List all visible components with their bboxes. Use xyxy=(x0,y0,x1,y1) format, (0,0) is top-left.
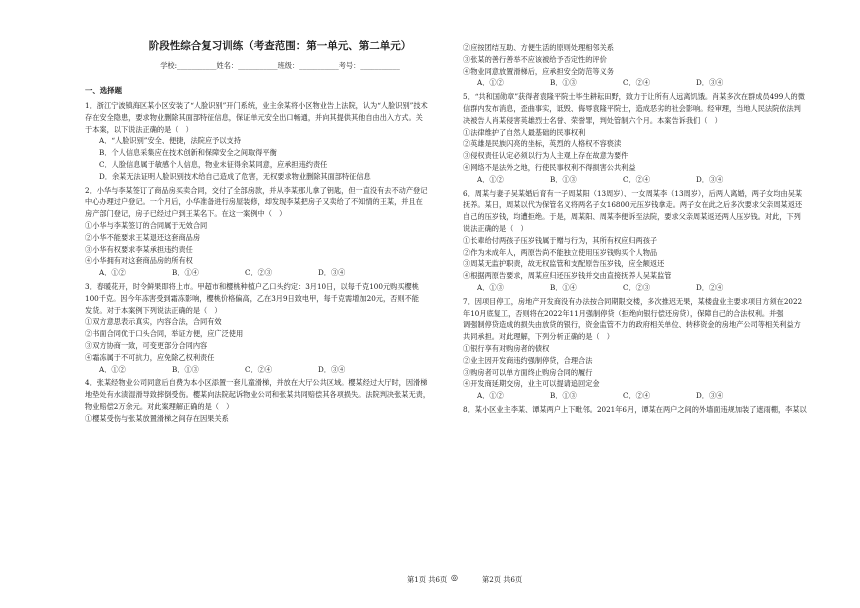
section-heading: 一、选择题 xyxy=(85,86,122,95)
statement: ②作为未成年人，两原告尚不能独立使用压岁钱购买个人物品 xyxy=(463,247,658,257)
choice-a: A．①② xyxy=(477,78,504,88)
question-stem-line: 8．某小区业主李某、谭某两户上下毗邻。2021年6月，谭某在两户之间的外墙面违规加装了遮雨棚，李某以 xyxy=(463,404,807,414)
choice-d: D．③④ xyxy=(696,174,724,184)
question-1 xyxy=(85,100,445,183)
question-stem-line: 4．张某经物业公司同意后自费为本小区添置一套儿童滑梯，并放在大厅公共区域。樱某经过大厅时，因滑梯 xyxy=(85,378,428,388)
choice-b: B．①③ xyxy=(550,174,577,184)
choice-d: D．③④ xyxy=(696,78,724,88)
left-column xyxy=(85,38,445,425)
choice-a: A．①② xyxy=(99,268,126,278)
question-stem-line: 地垫处有水渍湿滑导致摔倒受伤。樱某向法院起诉物业公司和张某共同赔偿其各项损失。法院判决张某无责， xyxy=(85,390,431,400)
statement: ④根据两原告要求，周某应归还压岁钱并交由直接抚养人吴某监管 xyxy=(463,271,672,281)
question-stem-line: 6．周某与妻子吴某婚后育有一子周某阳（13周岁）、一女周某李（13周岁），后两人离婚，两子女均由吴某 xyxy=(463,188,803,198)
answer-choices xyxy=(85,267,445,279)
statement: ④网络不是法外之地，行使民事权利不得损害公共利益 xyxy=(463,162,636,172)
option-b: B．个人信息采集应在技术创新和保障安全之间取得平衡 xyxy=(99,148,277,158)
statement: ②小华不能要求王某退还这套商品房 xyxy=(85,232,201,242)
choice-c: C．②④ xyxy=(623,391,651,401)
question-stem-line: 物业赔偿2万余元。对此案理解正确的是（ ） xyxy=(85,401,234,411)
question-stem-line: 决被告人肖某侵害英雄烈士名誉、荣誉罪，判处管制六个月。本案告诉我们（ ） xyxy=(463,115,722,125)
answer-choices xyxy=(463,282,853,294)
question-5 xyxy=(463,91,853,185)
statement: ④物业同意放置滑梯后，应承担安全防范等义务 xyxy=(463,66,614,76)
choice-d: D．③④ xyxy=(318,268,346,278)
question-stem-line: 1．浙江宁波镇海区某小区安装了“人脸识别”开门系统，业主余某将小区物业告上法院，认为“人脸识别”技术 xyxy=(85,101,428,110)
statement: ③双方协商一致，可变更部分合同内容 xyxy=(85,340,208,350)
choice-b: B．①④ xyxy=(550,282,577,292)
statement: ③小华有权要求李某承担违约责任 xyxy=(85,244,193,254)
question-stem-line: 2．小华与李某签订了商品房买卖合同，交付了全部房款，并从李某那儿拿了钥匙，但一直没有去不动产登记 xyxy=(85,185,428,195)
choice-a: A．①② xyxy=(477,174,504,184)
statement: ③侵权责任认定必须以行为人主观上存在故意为要件 xyxy=(463,151,629,161)
question-stem-line: 调强制停贷造成的损失由放贷的银行，资金监管不力的政府相关单位、转移资金的房地产公司等相关利益方 xyxy=(463,320,801,330)
choice-b: B．①③ xyxy=(550,78,577,88)
option-c: C．人脸信息属于敏感个人信息，物业未征得余某同意，应承担违约责任 xyxy=(99,159,328,169)
statement: ①樱某受伤与张某放置滑梯之间存在因果关系 xyxy=(85,413,229,423)
option-a: A．“人脸识别”安全、便捷，法院应予以支持 xyxy=(99,136,241,146)
choice-a: A．①③ xyxy=(477,282,504,292)
choice-a: A．①② xyxy=(99,364,126,374)
option-d: D．余某无法证明人脸识别技术给自己造成了危害，无权要求物业删除其面部特征信息 xyxy=(99,171,371,181)
statement: ①小华与李某签订的合同属于无效合同 xyxy=(85,220,208,230)
choice-b: B．①③ xyxy=(550,391,577,401)
choice-c: C．②③ xyxy=(623,282,651,292)
statement: ②书面合同优于口头合同，举证方便，应广泛使用 xyxy=(85,329,244,339)
answer-choices xyxy=(463,390,853,402)
statement: ④小华拥有对这套商品房的所有权 xyxy=(85,256,193,266)
right-page xyxy=(455,0,860,608)
question-stem-line: 信群内发布消息，歪曲事实，诋毁、侮辱袁隆平院士，造成恶劣的社会影响。经审理，当地人民法院依法判 xyxy=(463,103,801,113)
choice-c: C．②④ xyxy=(623,174,651,184)
statement: ③购房者可以单方面终止购房合同的履行 xyxy=(463,367,593,377)
exam-title: 阶段性综合复习训练（考查范围：第一单元、第二单元） xyxy=(148,40,412,52)
page-footer-right: 第2页 共6页 xyxy=(482,575,523,584)
choice-c: C．②④ xyxy=(245,364,273,374)
question-stem-line: 3．春暖花开，时令鲜果即将上市。甲超市和樱桃种植户乙口头约定：3月10日，以每千克100元购买樱桃 xyxy=(85,281,419,291)
choice-a: A．①② xyxy=(477,391,504,401)
question-stem-line: 于本案，以下说法正确的是（ ） xyxy=(85,124,193,134)
choice-d: D．③④ xyxy=(318,364,346,374)
statement: ④霜冻属于不可抗力，应免除乙权利责任 xyxy=(85,352,215,362)
statement: ①长辈给付两孩子压岁钱属于赠与行为，其所有权应归两孩子 xyxy=(463,235,658,245)
answer-choices xyxy=(463,77,853,89)
question-stem-line: 中心办理过户登记。一个月后，小华准备进行房屋装修，却发现李某把房子又卖给了不知情的王某，并且在 xyxy=(85,197,423,207)
statement: ②英雄是民族闪亮的坐标，英烈的人格权不容亵渎 xyxy=(463,139,622,149)
question-stem-line: 自己的压岁钱，均遭拒绝。于是，周某阳、周某李便诉至法院，要求父亲周某返还两人压岁钱。对此，下列 xyxy=(463,212,801,222)
question-stem-line: 100千克。因今年冻害受到霜冻影响，樱桃价格偏高，乙在3月9日致电甲，每千克需增加20元，否则不能 xyxy=(85,293,419,303)
question-stem-line: 发货。对于本案例下列说法正确的是（ ） xyxy=(85,305,222,315)
choice-d: D．③④ xyxy=(696,391,724,401)
question-stem-line: 抚养。某日，周某以代为保管名义将两名子女16800元压岁钱拿走。两子女在此之后多次要求父亲周某返还 xyxy=(463,200,803,210)
page-footer-left: 第1页 共6页 xyxy=(407,575,448,584)
question-stem-line: 共同承担。对此理解，下列分析正确的是（ ） xyxy=(463,332,614,342)
choice-c: C．②④ xyxy=(623,78,651,88)
question-stem-line: 5．“共和国勋章”获得者袁隆平院士毕生耕耘田野，致力于让所有人远离饥饿。肖某多次在群成员499人的微 xyxy=(463,92,805,102)
statement: ③张某的善行善举不应该被给予否定性的评价 xyxy=(463,54,607,64)
student-info-line: 学校:___________姓名：___________班级：___________考号：___________ xyxy=(160,61,400,70)
choice-d: D．②④ xyxy=(696,282,724,292)
statement: ②业主因开发商违约强制停贷，合理合法 xyxy=(463,355,593,365)
statement: ④开发商延期交房，业主可以提请追回定金 xyxy=(463,379,600,389)
question-stem-line: 存在安全隐患，要求物业删除其面部特征信息，保证单元安全出口畅通，并向其提供其他自由出入方式。关 xyxy=(85,112,423,122)
statement: ①双方意思表示真实，内容合法，合同有效 xyxy=(85,317,222,327)
question-4-continued xyxy=(463,42,853,89)
statement: ①银行享有对购房者的债权 xyxy=(463,343,550,353)
question-stem-line: 房产部门登记，房子已经过户到王某名下。在这一案例中（ ） xyxy=(85,209,287,219)
question-8 xyxy=(463,404,853,416)
answer-choices xyxy=(85,364,445,376)
choice-c: C．②③ xyxy=(245,268,273,278)
question-2 xyxy=(85,185,445,279)
question-4 xyxy=(85,377,445,424)
statement: ③周某无监护职责，故无权监管和支配原告压岁钱，应全额返还 xyxy=(463,259,665,269)
footer-separator-icon: ◎ xyxy=(451,573,458,582)
question-stem-line: 年10月底复工，否则将在2022年11月强制停贷（拒绝向银行偿还房贷），保障自己的合法权利。并强 xyxy=(463,308,784,318)
statement: ②应按团结互助、方便生活的原则处理相邻关系 xyxy=(463,43,614,52)
choice-b: B．①③ xyxy=(172,364,199,374)
answer-choices xyxy=(463,174,853,186)
right-column xyxy=(463,42,853,416)
question-6 xyxy=(463,188,853,294)
question-3 xyxy=(85,281,445,375)
question-stem-line: 说法正确的是（ ） xyxy=(463,223,528,233)
question-stem-line: 7．因项目停工，房地产开发商没有办法按合同期限交楼，多次推迟无果，某楼盘业主要求项目方须在2022 xyxy=(463,296,803,306)
statement: ①法律维护了自然人最基础的民事权利 xyxy=(463,127,586,137)
choice-b: B．①④ xyxy=(172,268,199,278)
question-7 xyxy=(463,296,853,402)
